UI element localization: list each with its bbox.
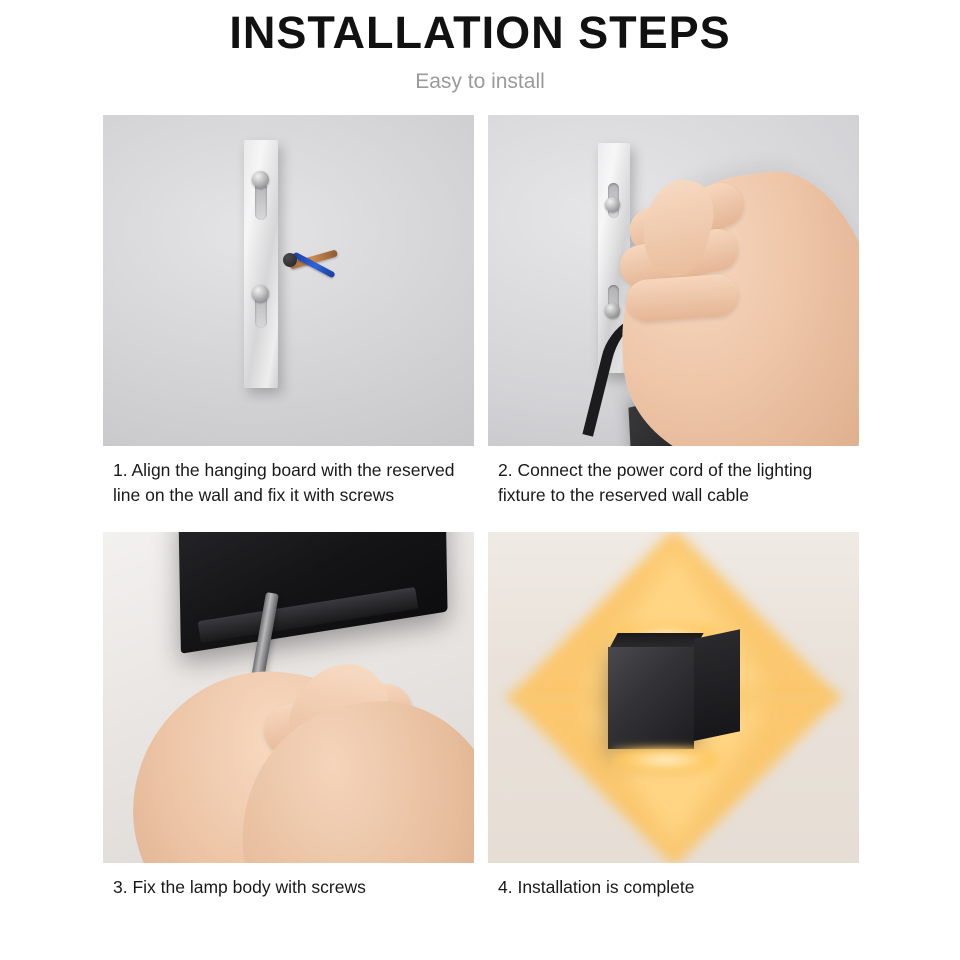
step-4-caption: 4. Installation is complete xyxy=(498,877,695,897)
step-2-photo-connect-power-cord xyxy=(488,115,859,446)
step-3-photo-fix-lamp-body xyxy=(103,532,474,863)
steps-grid xyxy=(103,115,859,913)
step-card-1 xyxy=(103,115,474,532)
step-card-3 xyxy=(103,532,474,913)
wall-surface xyxy=(103,115,474,446)
step-1-photo-hanging-board xyxy=(103,115,474,446)
page-subtitle: Easy to install xyxy=(415,69,545,93)
finger xyxy=(625,273,740,323)
wall-lamp-cube xyxy=(608,639,740,757)
step-2-caption: 2. Connect the power cord of the lighting fixture to the reserved wall cable xyxy=(498,460,813,506)
steps-row-top xyxy=(103,115,859,532)
step-4-photo-installation-complete xyxy=(488,532,859,863)
screw-head-upper xyxy=(605,197,620,212)
page-title: INSTALLATION STEPS xyxy=(229,7,731,58)
screw-head-lower xyxy=(252,285,269,302)
step-card-2 xyxy=(488,115,859,532)
lamp-glow-bottom xyxy=(612,747,720,773)
step-card-4 xyxy=(488,532,859,913)
step-3-caption: 3. Fix the lamp body with screws xyxy=(113,877,366,897)
screw-head-upper xyxy=(252,171,269,188)
wire-sheath xyxy=(283,253,297,267)
screw-head-lower xyxy=(605,303,620,318)
step-1-caption: 1. Align the hanging board with the reserved line on the wall and fix it with screws xyxy=(113,460,455,506)
cube-front-face xyxy=(608,647,694,749)
cube-side-face xyxy=(694,629,740,741)
steps-row-bottom xyxy=(103,532,859,913)
